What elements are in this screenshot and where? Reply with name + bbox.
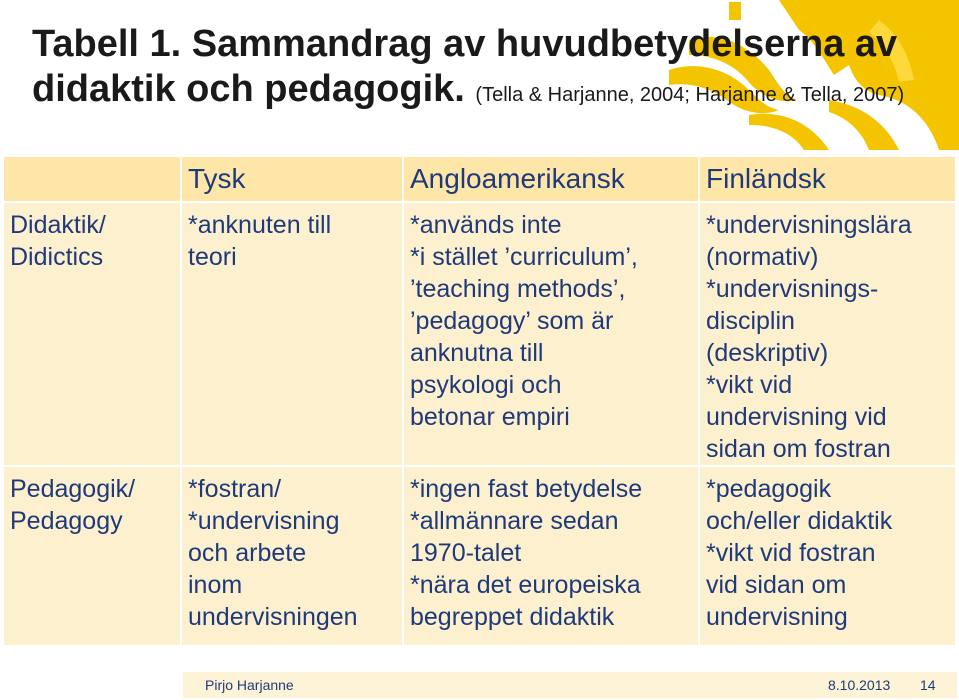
cell-line: *nära det europeiska xyxy=(410,571,641,599)
cell-line: *anknuten till xyxy=(188,211,332,239)
cell-line: *ingen fast betydelse xyxy=(410,475,643,503)
cell-line: undervisningen xyxy=(188,603,358,631)
column-header-tysk: Tysk xyxy=(182,157,402,201)
slide-footer xyxy=(183,672,957,698)
cell-line: *undervisningslära xyxy=(706,211,912,239)
cell-line: undervisning vid xyxy=(706,403,887,431)
column-header-finlandsk: Finländsk xyxy=(700,157,955,201)
cell-line: anknutna till xyxy=(410,339,544,367)
cell-line: *i stället ’curriculum’, xyxy=(410,243,638,271)
cell-line: begreppet didaktik xyxy=(410,603,615,631)
cell-line: *fostran/ xyxy=(188,475,282,503)
cell-line: *pedagogik xyxy=(706,475,832,503)
cell-didaktik-tysk xyxy=(182,203,402,465)
cell-line: disciplin xyxy=(706,307,795,335)
cell-line: betonar empiri xyxy=(410,403,570,431)
cell-line: *vikt vid fostran xyxy=(706,539,876,567)
cell-line: (deskriptiv) xyxy=(706,339,829,367)
footer-page-number: 14 xyxy=(920,677,936,693)
slide-title-reference: (Tella & Harjanne, 2004; Harjanne & Tella, 2007) xyxy=(475,84,905,106)
cell-line: *vikt vid xyxy=(706,371,793,399)
cell-line: *allmännare sedan xyxy=(410,507,619,535)
cell-pedagogik-tysk xyxy=(182,467,402,645)
slide-title xyxy=(32,22,932,118)
footer-author: Pirjo Harjanne xyxy=(205,677,294,693)
cell-didaktik-angloamerikansk xyxy=(404,203,698,465)
cell-line: teori xyxy=(188,243,237,271)
row-header-line: Pedagogy xyxy=(10,507,123,535)
cell-line: *används inte xyxy=(410,211,562,239)
cell-line: *undervisning xyxy=(188,507,340,535)
cell-line: 1970-talet xyxy=(410,539,522,567)
row-header-line: Didictics xyxy=(10,243,104,271)
slide-title-block xyxy=(32,22,932,118)
table-header-row xyxy=(4,157,955,201)
cell-line: vid sidan om xyxy=(706,571,847,599)
row-header-didaktik xyxy=(4,203,180,465)
cell-pedagogik-angloamerikansk xyxy=(404,467,698,645)
cell-didaktik-finlandsk xyxy=(700,203,955,465)
cell-line: (normativ) xyxy=(706,243,819,271)
cell-pedagogik-finlandsk xyxy=(700,467,955,645)
cell-line: ’pedagogy’ som är xyxy=(410,307,614,335)
row-header-line: Didaktik/ xyxy=(10,211,106,239)
table-row-pedagogik xyxy=(4,467,955,645)
table-row-didaktik xyxy=(4,203,955,465)
cell-line: och arbete xyxy=(188,539,307,567)
cell-line: och/eller didaktik xyxy=(706,507,893,535)
cell-line: ’teaching methods’, xyxy=(410,275,626,303)
cell-line: sidan om fostran xyxy=(706,435,891,463)
cell-line: *undervisnings- xyxy=(706,275,879,303)
footer-date: 8.10.2013 xyxy=(828,677,891,693)
row-header-line: Pedagogik/ xyxy=(10,475,136,503)
cell-line: psykologi och xyxy=(410,371,562,399)
table-corner-cell xyxy=(4,157,180,201)
cell-line: inom xyxy=(188,571,243,599)
slide-title-main: Tabell 1. Sammandrag av huvudbetydelserna av didaktik och pedagogik. xyxy=(32,23,898,110)
column-header-angloamerikansk: Angloamerikansk xyxy=(404,157,698,201)
cell-line: undervisning xyxy=(706,603,848,631)
row-header-pedagogik xyxy=(4,467,180,645)
summary-table xyxy=(2,155,957,647)
